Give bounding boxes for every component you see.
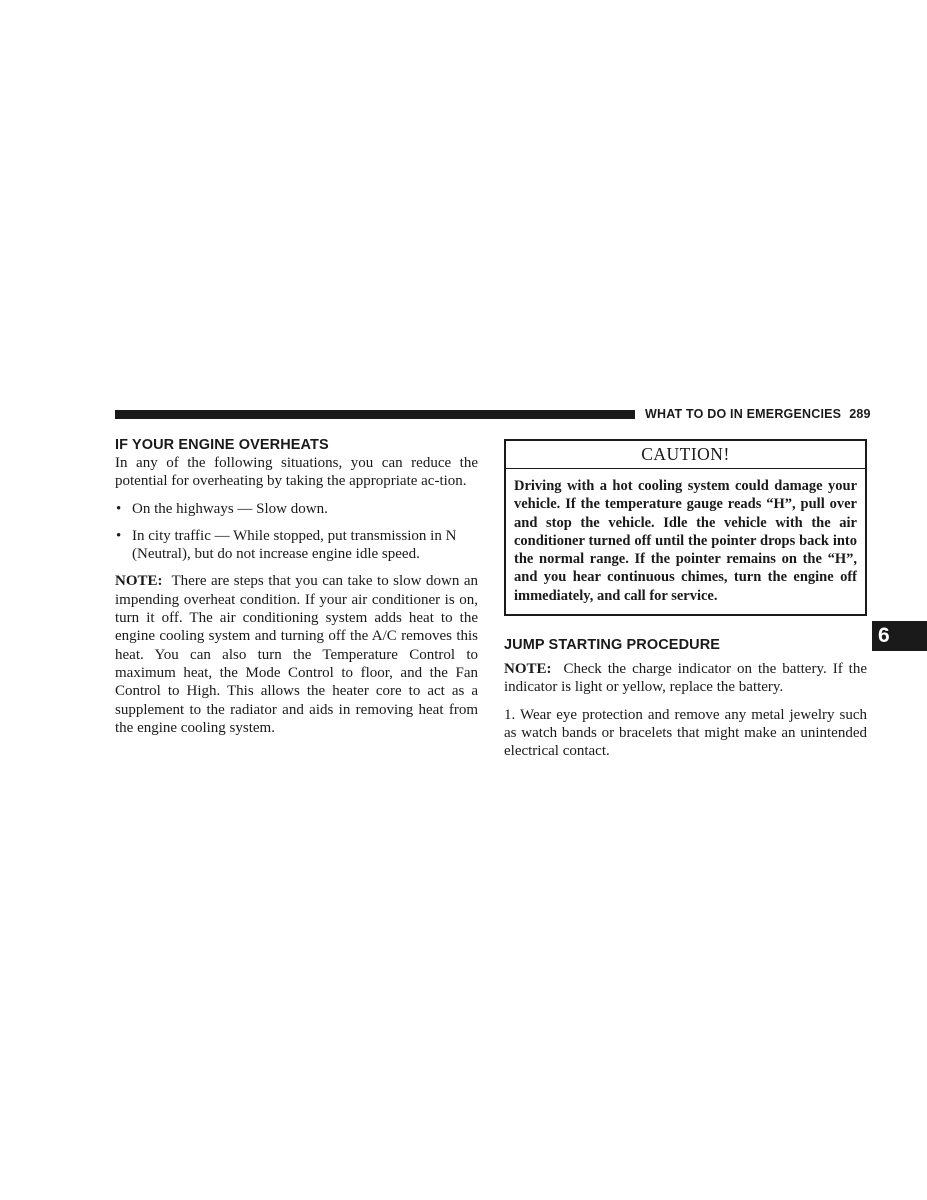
note-label: NOTE: [504,661,552,678]
caution-box [504,439,867,616]
list-item: • On the highways — Slow down. [116,500,328,517]
overheat-intro: In any of the following situations, you can reduce the potential for overheating by taking the appropriate ac-tion. [115,455,478,490]
jump-start-note [504,660,867,697]
overheat-heading: IF YOUR ENGINE OVERHEATS [115,437,329,453]
running-header [645,407,871,421]
note-text: Check the charge indicator on the battery. If the indicator is light or yellow, replace the battery. [504,661,867,696]
note-text: There are steps that you can take to slow down an impending overheat condition. If your air conditioner is on, turn it off. The air conditioning system adds heat to the engine cooling system and turning off the A/C removes this heat. You can also turn the Temperature Control to maximum heat, the Mode Control to floor, and the Fan Control to High. This allows the heater core to act as a supplement to the radiator and aids in removing heat from the engine cooling system. [115,573,478,736]
jump-start-heading: JUMP STARTING PROCEDURE [504,637,721,654]
list-item: • In city traffic — While stopped, put transmission in N (Neutral), but do not increase engine idle speed. [116,527,457,563]
right-column [504,439,867,761]
jump-start-step-1: 1. Wear eye protection and remove any metal jewelry such as watch bands or bracelets that might make an unintended electrical contact. [504,706,867,760]
caution-body: Driving with a hot cooling system could damage your vehicle. If the temperature gauge reads “H”, pull over and stop the vehicle. Idle the vehicle with the air conditioner turned off until the pointer drops back into the normal range. If the pointer remains on the “H”, and you hear continuous chimes, turn the engine off immediately, and call for service. [514,478,857,604]
page-number: 289 [849,407,871,421]
bullet-symbol: • [116,527,122,544]
header-rule [115,410,635,419]
bullet-symbol: • [116,500,122,517]
overheat-note [115,572,478,737]
note-label: NOTE: [115,573,163,590]
overheat-bullet-list [115,500,478,564]
left-column [115,436,478,737]
section-title: WHAT TO DO IN EMERGENCIES [645,407,842,421]
chapter-tab: 6 [872,621,927,651]
caution-title: CAUTION! [506,441,865,469]
